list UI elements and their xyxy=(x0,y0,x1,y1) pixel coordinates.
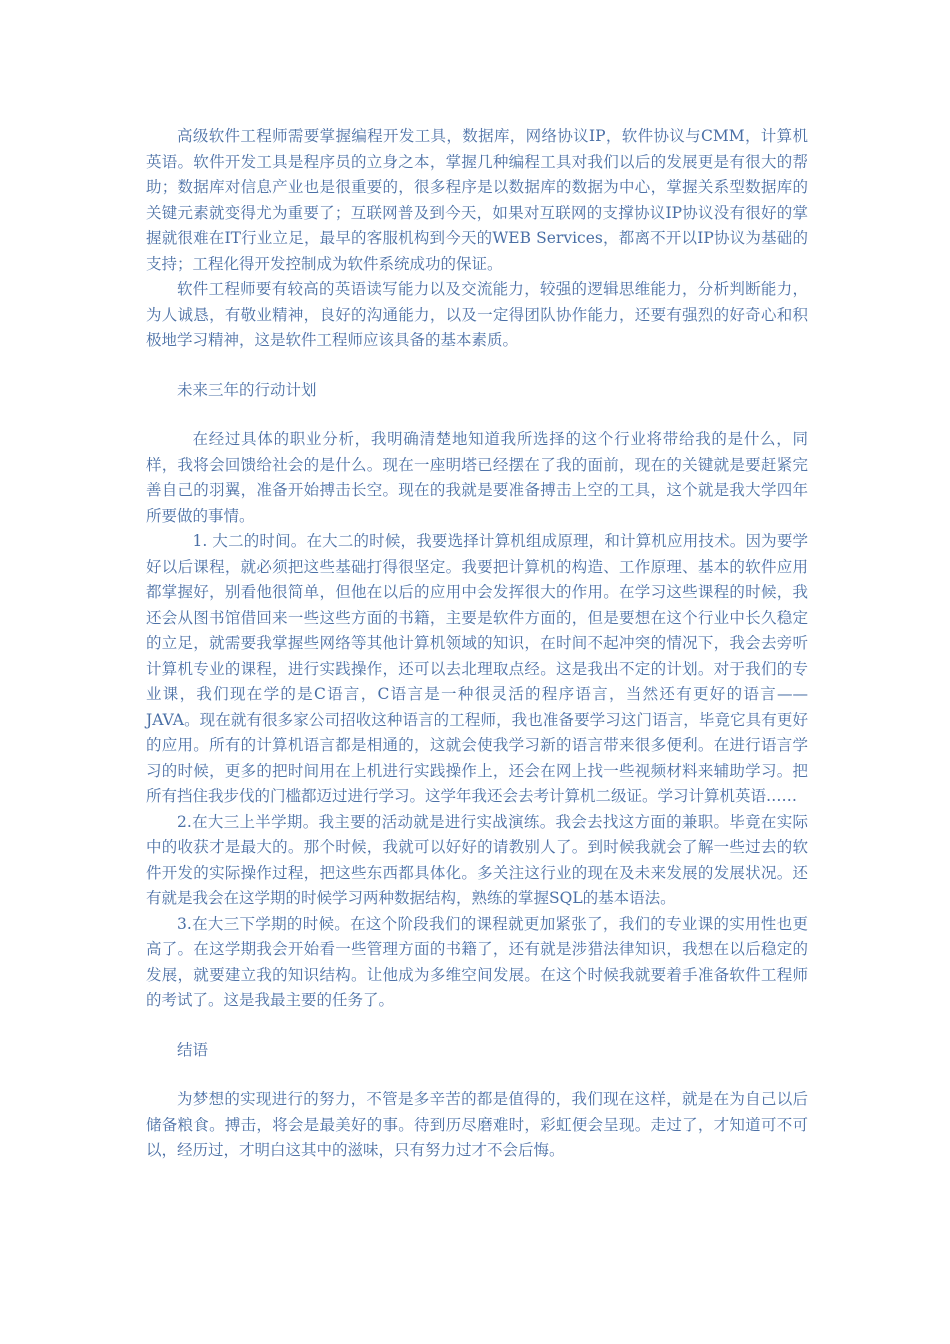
plan-item-1: 1. 大二的时间。在大二的时候，我要选择计算机组成原理，和计算机应用技术。因为要学好以后课程，就必须把这些基础打得很坚定。我要把计算机的构造、工作原理、基本的软件应用都掌握好，别看他很简单，但他在以后的应用中会发挥很大的作用。在学习这些课程的时候，我还会从图书馆借回来一些这些方面的书籍，主要是软件方面的，但是要想在这个行业中长久稳定的立足，就需要我掌握些网络等其他计算机领域的知识，在时间不起冲突的情况下，我会去旁听计算机专业的课程，进行实践操作，还可以去北理取点经。这是我出不定的计划。对于我们的专业课，我们现在学的是C语言，C语言是一种很灵活的程序语言，当然还有更好的语言——JAVA。现在就有很多家公司招收这种语言的工程师，我也准备要学习这门语言，毕竟它具有更好的应用。所有的计算机语言都是相通的，这就会使我学习新的语言带来很多便利。在进行语言学习的时候，更多的把时间用在上机进行实践操作上，还会在网上找一些视频材料来辅助学习。把所有挡住我步伐的门槛都迈过进行学习。这学年我还会去考计算机二级证。学习计算机英语…… xyxy=(146,532,808,805)
plan-item-2: 2.在大三上半学期。我主要的活动就是进行实战演练。我会去找这方面的兼职。毕竟在实际中的收获才是最大的。那个时候，我就可以好好的请教别人了。到时候我就会了解一些过去的软件开发的实际操作过程，把这些东西都具体化。多关注这行业的现在及未来发展的发展状况。还有就是我会在这学期的时候学习两种数据结构，熟练的掌握SQL的基本语法。 xyxy=(146,812,808,907)
intro-paragraph-1: 高级软件工程师需要掌握编程开发工具，数据库，网络协议IP，软件协议与CMM，计算机英语。软件开发工具是程序员的立身之本，掌握几种编程工具对我们以后的发展更是有很大的帮助；数据库对信息产业也是很重要的，很多程序是以数据库的数据为中心，掌握关系型数据库的关键元素就变得尤为重要了；互联网普及到今天，如果对互联网的支撑协议IP协议没有很好的掌握就很难在IT行业立足，最早的客服机构到今天的WEB Services，都离不开以IP协议为基础的支持；工程化得开发控制成为软件系统成功的保证。 xyxy=(146,127,808,273)
spacer xyxy=(146,354,808,378)
intro-paragraph-2: 软件工程师要有较高的英语读写能力以及交流能力，较强的逻辑思维能力，分析判断能力，为人诚恳，有敬业精神，良好的沟通能力，以及一定得团队协作能力，还要有强烈的好奇心和积极地学习精神，这是软件工程师应该具备的基本素质。 xyxy=(146,280,808,349)
spacer xyxy=(146,403,808,427)
spacer xyxy=(146,1063,808,1087)
section-heading-plan: 未来三年的行动计划 xyxy=(177,380,317,399)
plan-item-3: 3.在大三下学期的时候。在这个阶段我们的课程就更加紧张了，我们的专业课的实用性也更高了。在这学期我会开始看一些管理方面的书籍了，还有就是涉猎法律知识，我想在以后稳定的发展，就要建立我的知识结构。让他成为多维空间发展。在这个时候我就要着手准备软件工程师的考试了。这是我最主要的任务了。 xyxy=(146,914,808,1009)
spacer xyxy=(146,1014,808,1038)
document-body xyxy=(146,124,808,1164)
plan-intro-paragraph: 在经过具体的职业分析，我明确清楚地知道我所选择的这个行业将带给我的是什么，同样，我将会回馈给社会的是什么。现在一座明塔已经摆在了我的面前，现在的关键就是要赶紧完善自己的羽翼，准备开始搏击长空。现在的我就是要准备搏击上空的工具，这个就是我大学四年所要做的事情。 xyxy=(146,430,808,525)
conclusion-paragraph: 为梦想的实现进行的努力，不管是多辛苦的都是值得的，我们现在这样，就是在为自己以后储备粮食。搏击，将会是最美好的事。待到历尽磨难时，彩虹便会呈现。走过了，才知道可不可以，经历过，才明白这其中的滋味，只有努力过才不会后悔。 xyxy=(146,1090,808,1159)
section-heading-conclusion: 结语 xyxy=(177,1040,209,1059)
